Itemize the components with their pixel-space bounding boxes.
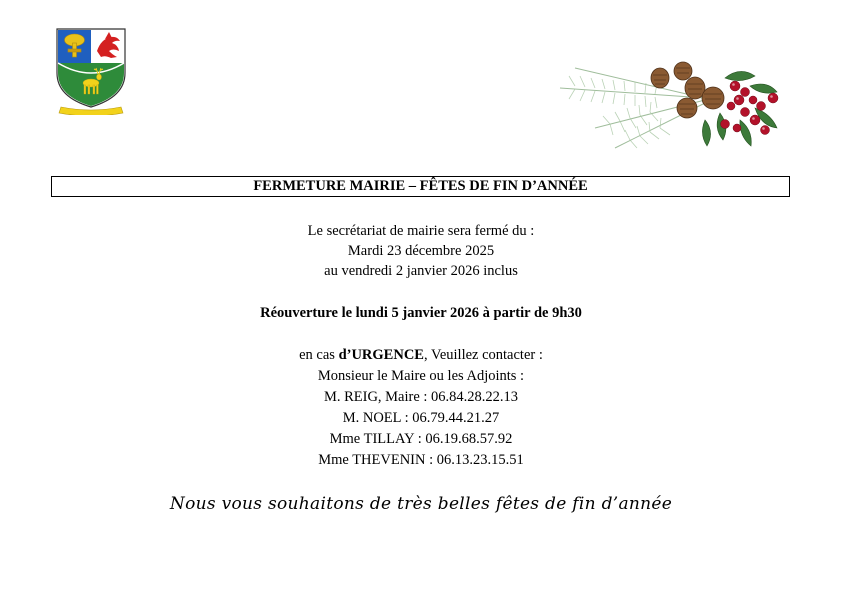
pine-branch-icon bbox=[555, 58, 790, 153]
emergency-urgent: d’URGENCE bbox=[338, 347, 424, 363]
closure-intro: Le secrétariat de mairie sera fermé du : bbox=[307, 223, 535, 239]
contacts-heading: Monsieur le Maire ou les Adjoints : bbox=[317, 368, 525, 384]
closure-end-date: au vendredi 2 janvier 2026 inclus bbox=[324, 263, 518, 279]
page-title: FERMETURE MAIRIE – FÊTES DE FIN D’ANNÉE bbox=[51, 176, 790, 197]
coat-of-arms-icon bbox=[55, 27, 127, 115]
contact-deputy-tillay: Mme TILLAY : 06.19.68.57.92 bbox=[329, 431, 513, 447]
reopening-notice: Réouverture le lundi 5 janvier 2026 à partir de 9h30 bbox=[260, 305, 582, 321]
contact-mayor: M. REIG, Maire : 06.84.28.22.13 bbox=[323, 389, 519, 405]
emergency-suffix: , Veuillez contacter : bbox=[423, 347, 543, 363]
emergency-prefix: en cas bbox=[299, 347, 339, 363]
contact-deputy-thevenin: Mme THEVENIN : 06.13.23.15.51 bbox=[318, 452, 524, 468]
closure-start-date: Mardi 23 décembre 2025 bbox=[347, 243, 495, 259]
contact-deputy-noel: M. NOEL : 06.79.44.21.27 bbox=[342, 410, 500, 426]
emergency-intro bbox=[0, 345, 842, 365]
holiday-wishes: Nous vous souhaitons de très belles fêtes de fin d’année bbox=[169, 494, 673, 514]
